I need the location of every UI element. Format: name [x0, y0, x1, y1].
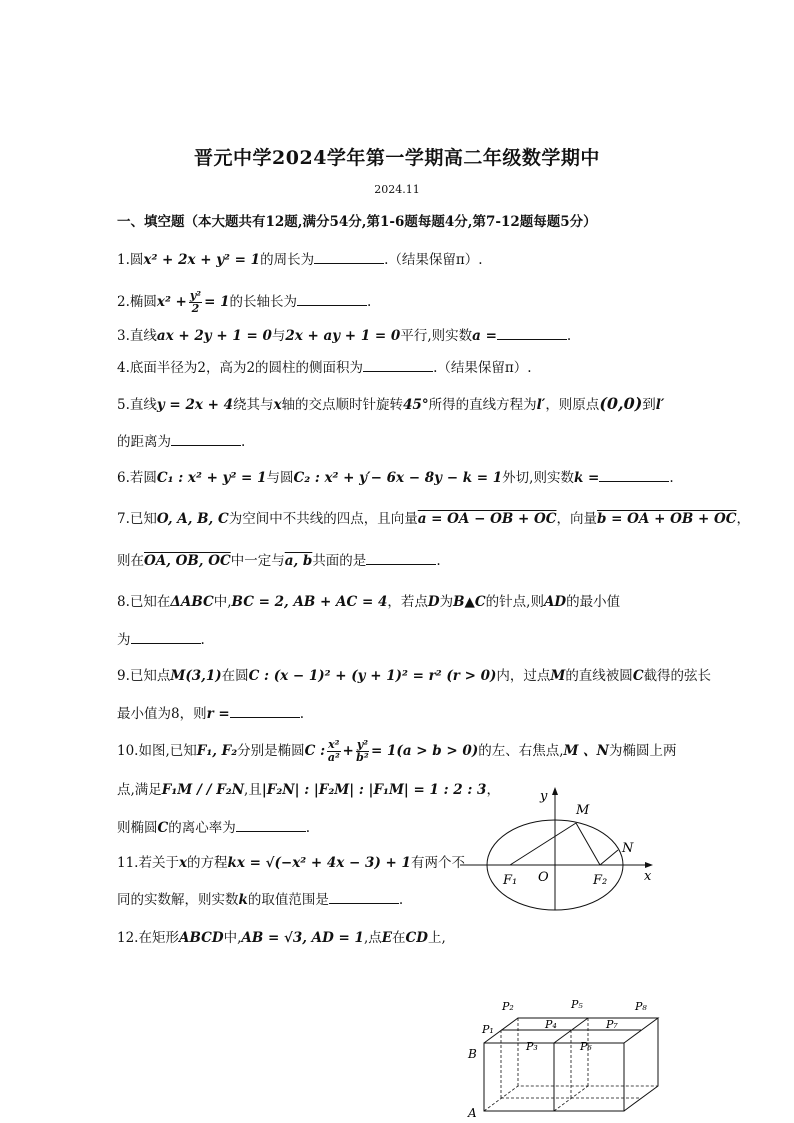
question-9: 9.已知点M(3,1)在圆C : (x − 1)² + (y + 1)² = r² (r > 0)内，过点M的直线被圆C截得的弦长: [117, 668, 712, 684]
answer-blank[interactable]: [363, 357, 433, 372]
question-7: 7.已知O, A, B, C为空间中不共线的四点，且向量a = OA − OB + OC，向量b = OA + OB + OC，: [117, 511, 750, 527]
exam-date: 2024.11: [374, 183, 420, 196]
segment-f2n: [600, 850, 618, 865]
question-9-line-2: 最小值为8，则r = .: [117, 703, 304, 724]
o-label: O: [538, 870, 549, 885]
p7-label: P₇: [606, 1018, 618, 1031]
question-11-line-2: 同的实数解，则实数k的取值范围是 .: [117, 889, 403, 910]
y-label: y: [540, 789, 548, 804]
question-2: 2.椭圆x² + $\frac{\text{y²}}{2}$ = 1的长轴长为 .: [117, 289, 372, 315]
answer-blank[interactable]: [329, 889, 399, 904]
segment-f1m: [510, 823, 576, 865]
right-face: [624, 1018, 658, 1111]
hidden-floor-mid: [554, 1086, 588, 1111]
question-8-line-2: 为 .: [117, 629, 205, 650]
p5-label: P₅: [571, 998, 583, 1011]
m-label: M: [576, 803, 590, 818]
x-arrow-icon: [645, 862, 653, 868]
a-label: A: [468, 1106, 477, 1120]
question-5: 5.直线y = 2x + 4绕其与x轴的交点顺时针旋转45°所得的直线方程为l′，则原点(0,0)到l′: [117, 394, 665, 413]
question-3: 3.直线ax + 2y + 1 = 0与2x + ay + 1 = 0平行,则实数a = .: [117, 325, 571, 346]
question-11: 11.若关于x的方程kx = √(−x² + 4x − 3) + 1有两个不: [117, 855, 465, 871]
question-10-line-3: 则椭圆C的离心率为 .: [117, 817, 310, 838]
answer-blank[interactable]: [314, 249, 384, 264]
f1-label: F₁: [503, 873, 518, 888]
answer-blank[interactable]: [297, 291, 367, 306]
f2-label: F₂: [593, 873, 608, 888]
p4-label: P₄: [545, 1018, 557, 1031]
n-label: N: [622, 841, 634, 856]
question-5-line-2: 的距离为 .: [117, 431, 245, 452]
section-header: 一、填空题（本大题共有12题,满分54分,第1-6题每题4分,第7-12题每题5分）: [117, 214, 597, 230]
answer-blank[interactable]: [131, 629, 201, 644]
question-12: 12.在矩形ABCD中,AB = √3, AD = 1,点E在CD上,: [117, 930, 446, 946]
b-label: B: [468, 1047, 477, 1061]
answer-blank[interactable]: [171, 431, 241, 446]
ellipse-figure: [455, 780, 665, 920]
answer-blank[interactable]: [236, 817, 306, 832]
question-1: 1.圆x² + 2x + y² = 1的周长为 .（结果保留π）.: [117, 249, 483, 270]
question-6: 6.若圆C₁ : x² + y² = 1与圆C₂ : x² + y′− 6x − 8y − k = 1外切,则实数k = .: [117, 467, 674, 488]
question-10: 10.如图,已知F₁, F₂分别是椭圆C : $\frac{\text{x²}}{\text{a²}}$ + $\frac{\text{y²}}{\text{b²}}$ = 1(a > b > 0)的左、右焦点,M 、N为椭圆上两: [117, 738, 677, 764]
answer-blank[interactable]: [599, 467, 669, 482]
p2-label: P₂: [502, 1000, 514, 1013]
x-label: x: [644, 869, 652, 884]
p8-label: P₈: [635, 1000, 647, 1013]
answer-blank[interactable]: [230, 703, 300, 718]
answer-blank[interactable]: [497, 325, 567, 340]
question-4: 4.底面半径为2，高为2的圆柱的侧面积为 .（结果保留π）.: [117, 357, 532, 378]
box-figure: [460, 993, 660, 1123]
question-8: 8.已知在ΔABC中,BC = 2, AB + AC = 4，若点D为B▲C的针点,则AD的最小值: [117, 594, 621, 610]
p3-label: P₃: [526, 1040, 538, 1053]
answer-blank[interactable]: [366, 550, 436, 565]
question-7-line-2: 则在OA, OB, OC中一定与a, b共面的是 .: [117, 550, 441, 571]
question-10-line-2: 点,满足F₁M / / F₂N,且|F₂N| : |F₂M| : |F₁M| = 1 : 2 : 3，: [117, 782, 500, 798]
y-arrow-icon: [552, 787, 558, 795]
exam-title: 晋元中学2024学年第一学期高二年级数学期中: [194, 147, 600, 169]
p6-label: P₆: [580, 1040, 592, 1053]
p1-label: P₁: [482, 1023, 494, 1036]
